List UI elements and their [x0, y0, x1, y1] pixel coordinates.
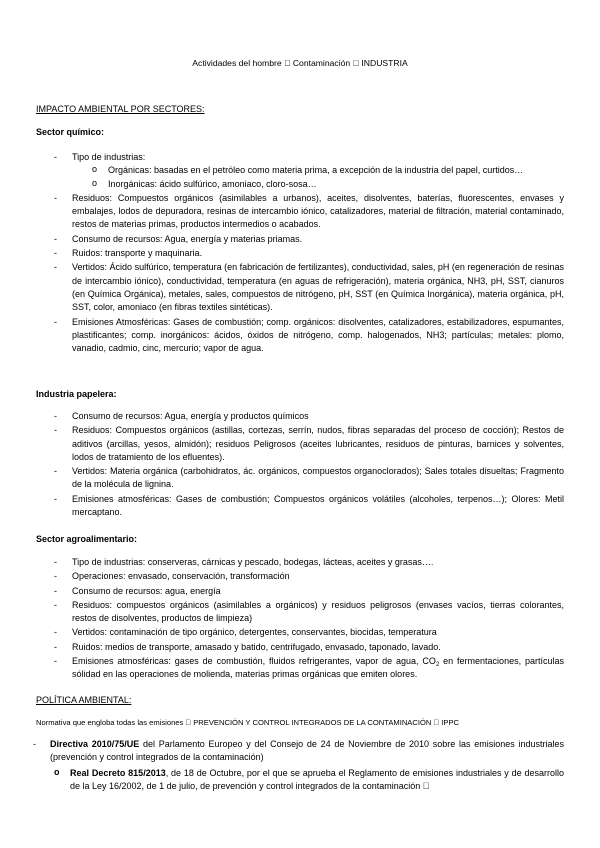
list-item-vertidos: - Vertidos: contaminación de tipo orgánico, detergentes, conservantes, biocidas, temperatura — [36, 626, 564, 639]
directiva-item — [30, 738, 564, 793]
list-item-vertidos: - Vertidos: Materia orgánica (carbohidratos, ác. orgánicos, compuestos organoclorados); Sales totales disueltas; Fragmento de la molécula de lignina. — [36, 465, 564, 492]
normativa-line: Normativa que engloba todas las emisiones PREVENCIÓN Y CONTROL INTEGRADOS DE LA CONTAMINACIÓN IPPC — [36, 718, 444, 727]
politica-heading: POLÍTICA AMBIENTAL: — [36, 695, 132, 705]
directiva-ref: Directiva 2010/75/UE — [50, 739, 140, 749]
tipo-industrias-sublist — [72, 164, 564, 191]
list-item-emisiones — [36, 655, 564, 682]
impacto-heading: IMPACTO AMBIENTAL POR SECTORES: — [36, 104, 205, 114]
sector-papelera-heading: Industria papelera: — [36, 389, 117, 399]
list-item-residuos: - Residuos: Compuestos orgánicos (asimilables a urbanos), aceites, disolventes, baterías, fluorescentes, envases y embalajes, lodos de depuradora, resinas de intercambio iónico, catalizadores, material de filtración, material contaminado, restos de materias primas, productos intermedios o acabados. — [36, 192, 564, 232]
real-decreto-ref: Real Decreto 815/2013 — [70, 767, 166, 778]
list-item-residuos: - Residuos: compuestos orgánicos (asimilables a orgánicos) y residuos peligrosos (envases vacíos, tierras colorantes, restos de disolventes, productos de limpieza) — [36, 599, 564, 626]
list-item-consumo: - Consumo de recursos: Agua, energía y productos químicos — [36, 410, 564, 423]
directiva-list — [30, 738, 564, 793]
list-item-consumo: - Consumo de recursos: agua, energía — [36, 585, 564, 598]
emisiones-text-a: Emisiones atmosféricas: gases de combustión, fluidos refrigerantes, vapor de agua, CO — [72, 656, 436, 667]
list-item-ruidos: - Ruidos: medios de transporte, amasado y batido, centrifugado, envasado, taponado, lavado. — [36, 641, 564, 654]
list-item-emisiones: - Emisiones atmosféricas: Gases de combustión; Compuestos orgánicos volátiles (alcoholes, terpenos…); Olores: Metil mercaptano. — [36, 493, 564, 520]
real-decreto-item — [50, 767, 564, 794]
list-item-consumo: - Consumo de recursos: Agua, energía y materias priamas. — [36, 233, 564, 246]
real-decreto-text: , de 18 de Octubre, por el que se aprueba el Reglamento de emisiones industriales y de desarrollo de la Ley 16/2002, de 1 de julio, de prevención y control integrados de la contaminación — [70, 767, 564, 791]
list-item-operaciones: - Operaciones: envasado, conservación, transformación — [36, 570, 564, 583]
emisiones-text-b: en fermentaciones, partículas sólidad en las operaciones de molienda, materias primas orgánicas que emiten olores. — [72, 656, 564, 680]
sector-papelera-list — [36, 410, 564, 520]
list-item — [36, 151, 564, 191]
tipo-industrias-label: Tipo de industrias: — [72, 152, 146, 162]
directiva-text: del Parlamento Europeo y del Consejo de 24 de Noviembre de 2010 sobre las emisiones industriales (prevención y control integrados de la contaminación) — [50, 739, 564, 763]
page-title: Actividades del hombre Contaminación INDUSTRIA — [201, 58, 399, 68]
list-item-vertidos: - Vertidos: Ácido sulfúrico, temperatura (en fabricación de fertilizantes), conductividad, sales, pH (en regeneración de resinas de intercambio iónico), conductividad, temperatura (en aguas de refrigeración), materia orgánica, NH3, pH, SST, cianuros (en Química Orgánica), metales, sales, compuestos de nitrógeno, pH, SST (en Química Inorgánica), materia orgánica, pH, SST, color, amoniaco (en fibras textiles sintéticas). — [36, 261, 564, 314]
sector-quimico-heading: Sector químico: — [36, 127, 105, 137]
sector-agro-heading: Sector agroalimentario: — [36, 534, 138, 544]
sub-item-inorganicas: o Inorgánicas: ácido sulfúrico, amoniaco, cloro-sosa… — [72, 178, 564, 191]
co2-subscript: 2 — [435, 662, 440, 669]
list-item-ruidos: - Ruidos: transporte y maquinaria. — [36, 247, 564, 260]
sector-agro-list — [36, 556, 564, 683]
list-item-residuos: - Residuos: Compuestos orgánicos (astillas, cortezas, serrín, nudos, fibras separadas del proceso de cocción); Restos de aditivos (arcillas, yesos, almidón); residuos Peligrosos (aceites lubricantes, residuos de pinturas, barnices y solventes, lodos de tratamiento de los efluentes). — [36, 424, 564, 464]
list-item-emisiones: - Emisiones Atmosféricas: Gases de combustión; comp. orgánicos: disolventes, catalizadores, estabilizadores, espumantes, plastificantes; comp. inorgánicos: ácidos, óxidos de nitrógeno, comp. halogenados, NH3; partículas; metales: plomo, vanadio, cadmio, cinc, mercurio; vapor de agua. — [36, 316, 564, 356]
list-item-tipo: - Tipo de industrias: conserveras, cárnicas y pescado, bodegas, lácteas, aceites y grasas…. — [36, 556, 564, 569]
sub-item-organicas: o Orgánicas: basadas en el petróleo como materia prima, a excepción de la industria del papel, curtidos… — [72, 164, 564, 177]
directiva-sublist — [50, 767, 564, 794]
sector-quimico-list — [36, 151, 564, 356]
